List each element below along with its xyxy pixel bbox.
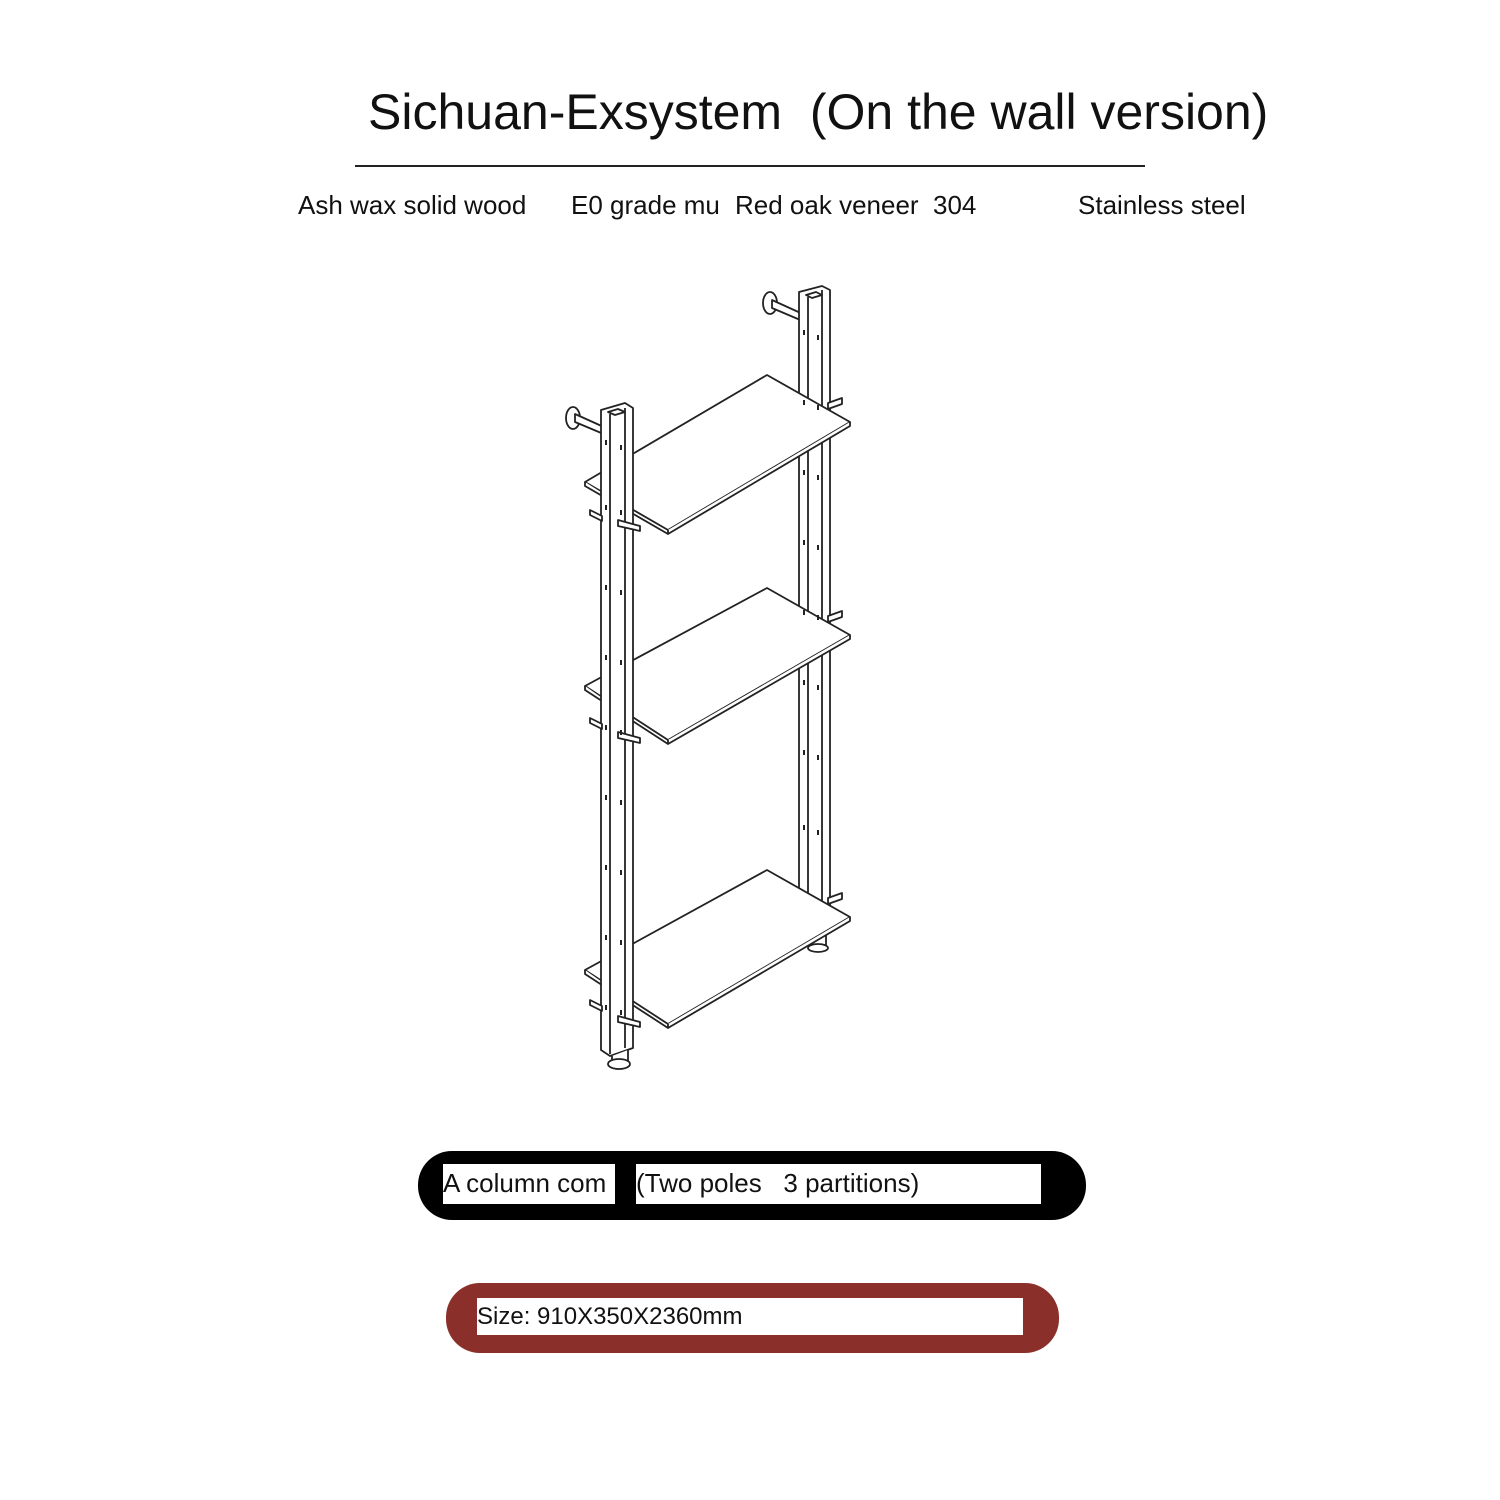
page-title: Sichuan-Exsystem (On the wall version): [368, 84, 1269, 140]
configuration-detail: (Two poles 3 partitions): [636, 1164, 1041, 1204]
size-label: Size: 910X350X2360mm: [477, 1298, 1023, 1335]
shelf-drawing-icon: [540, 270, 880, 1080]
material-red-oak: Red oak veneer 304: [735, 190, 977, 220]
material-e0-grade: E0 grade mu: [571, 190, 720, 220]
configuration-label: A column com: [443, 1164, 615, 1204]
title-divider: [355, 165, 1145, 167]
material-ash-wood: Ash wax solid wood: [298, 190, 527, 220]
material-stainless-steel: Stainless steel: [1078, 190, 1246, 220]
